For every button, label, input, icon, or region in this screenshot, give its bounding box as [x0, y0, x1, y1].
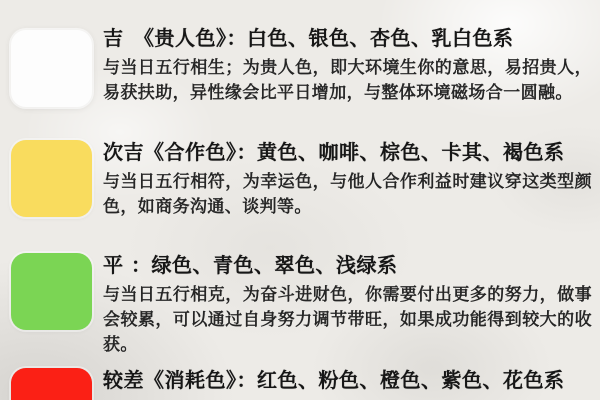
section-secondary-auspicious-content [103, 138, 592, 220]
section-body: 与当日五行相生；为贵人色，即大环境生你的意思，易招贵人，易获扶助，异性缘会比平日增加，与整体环境磁场合一圆融。 [103, 58, 592, 103]
section-unfavorable-content [103, 366, 592, 394]
section-unfavorable [11, 366, 592, 400]
section-secondary-auspicious [11, 138, 592, 220]
section-neutral-content [103, 251, 592, 358]
section-title: 吉 《贵人色》：白色、银色、杏色、乳白色系 [103, 26, 514, 50]
section-title: 较差《消耗色》：红色、粉色、橙色、紫色、花色系 [103, 368, 565, 392]
section-title: 次吉《合作色》：黄色、咖啡、棕色、卡其、褐色系 [103, 140, 565, 164]
section-title: 平 ：绿色、青色、翠色、浅绿系 [103, 253, 398, 277]
green-color-swatch [11, 253, 92, 330]
section-body: 与当日五行相克，为奋斗进财色，你需要付出更多的努力，做事会较累，可以通过自身努力调节带旺，如果成功能得到较大的收获。 [103, 285, 592, 355]
section-auspicious [11, 24, 592, 107]
section-body: 与当日五行相符，为幸运色，与他人合作利益时建议穿这类型颜色，如商务沟通、谈判等。 [103, 172, 592, 217]
white-color-swatch [11, 30, 92, 107]
red-color-swatch [11, 368, 92, 400]
section-neutral [11, 251, 592, 358]
yellow-color-swatch [11, 140, 92, 217]
section-auspicious-content [103, 24, 592, 106]
